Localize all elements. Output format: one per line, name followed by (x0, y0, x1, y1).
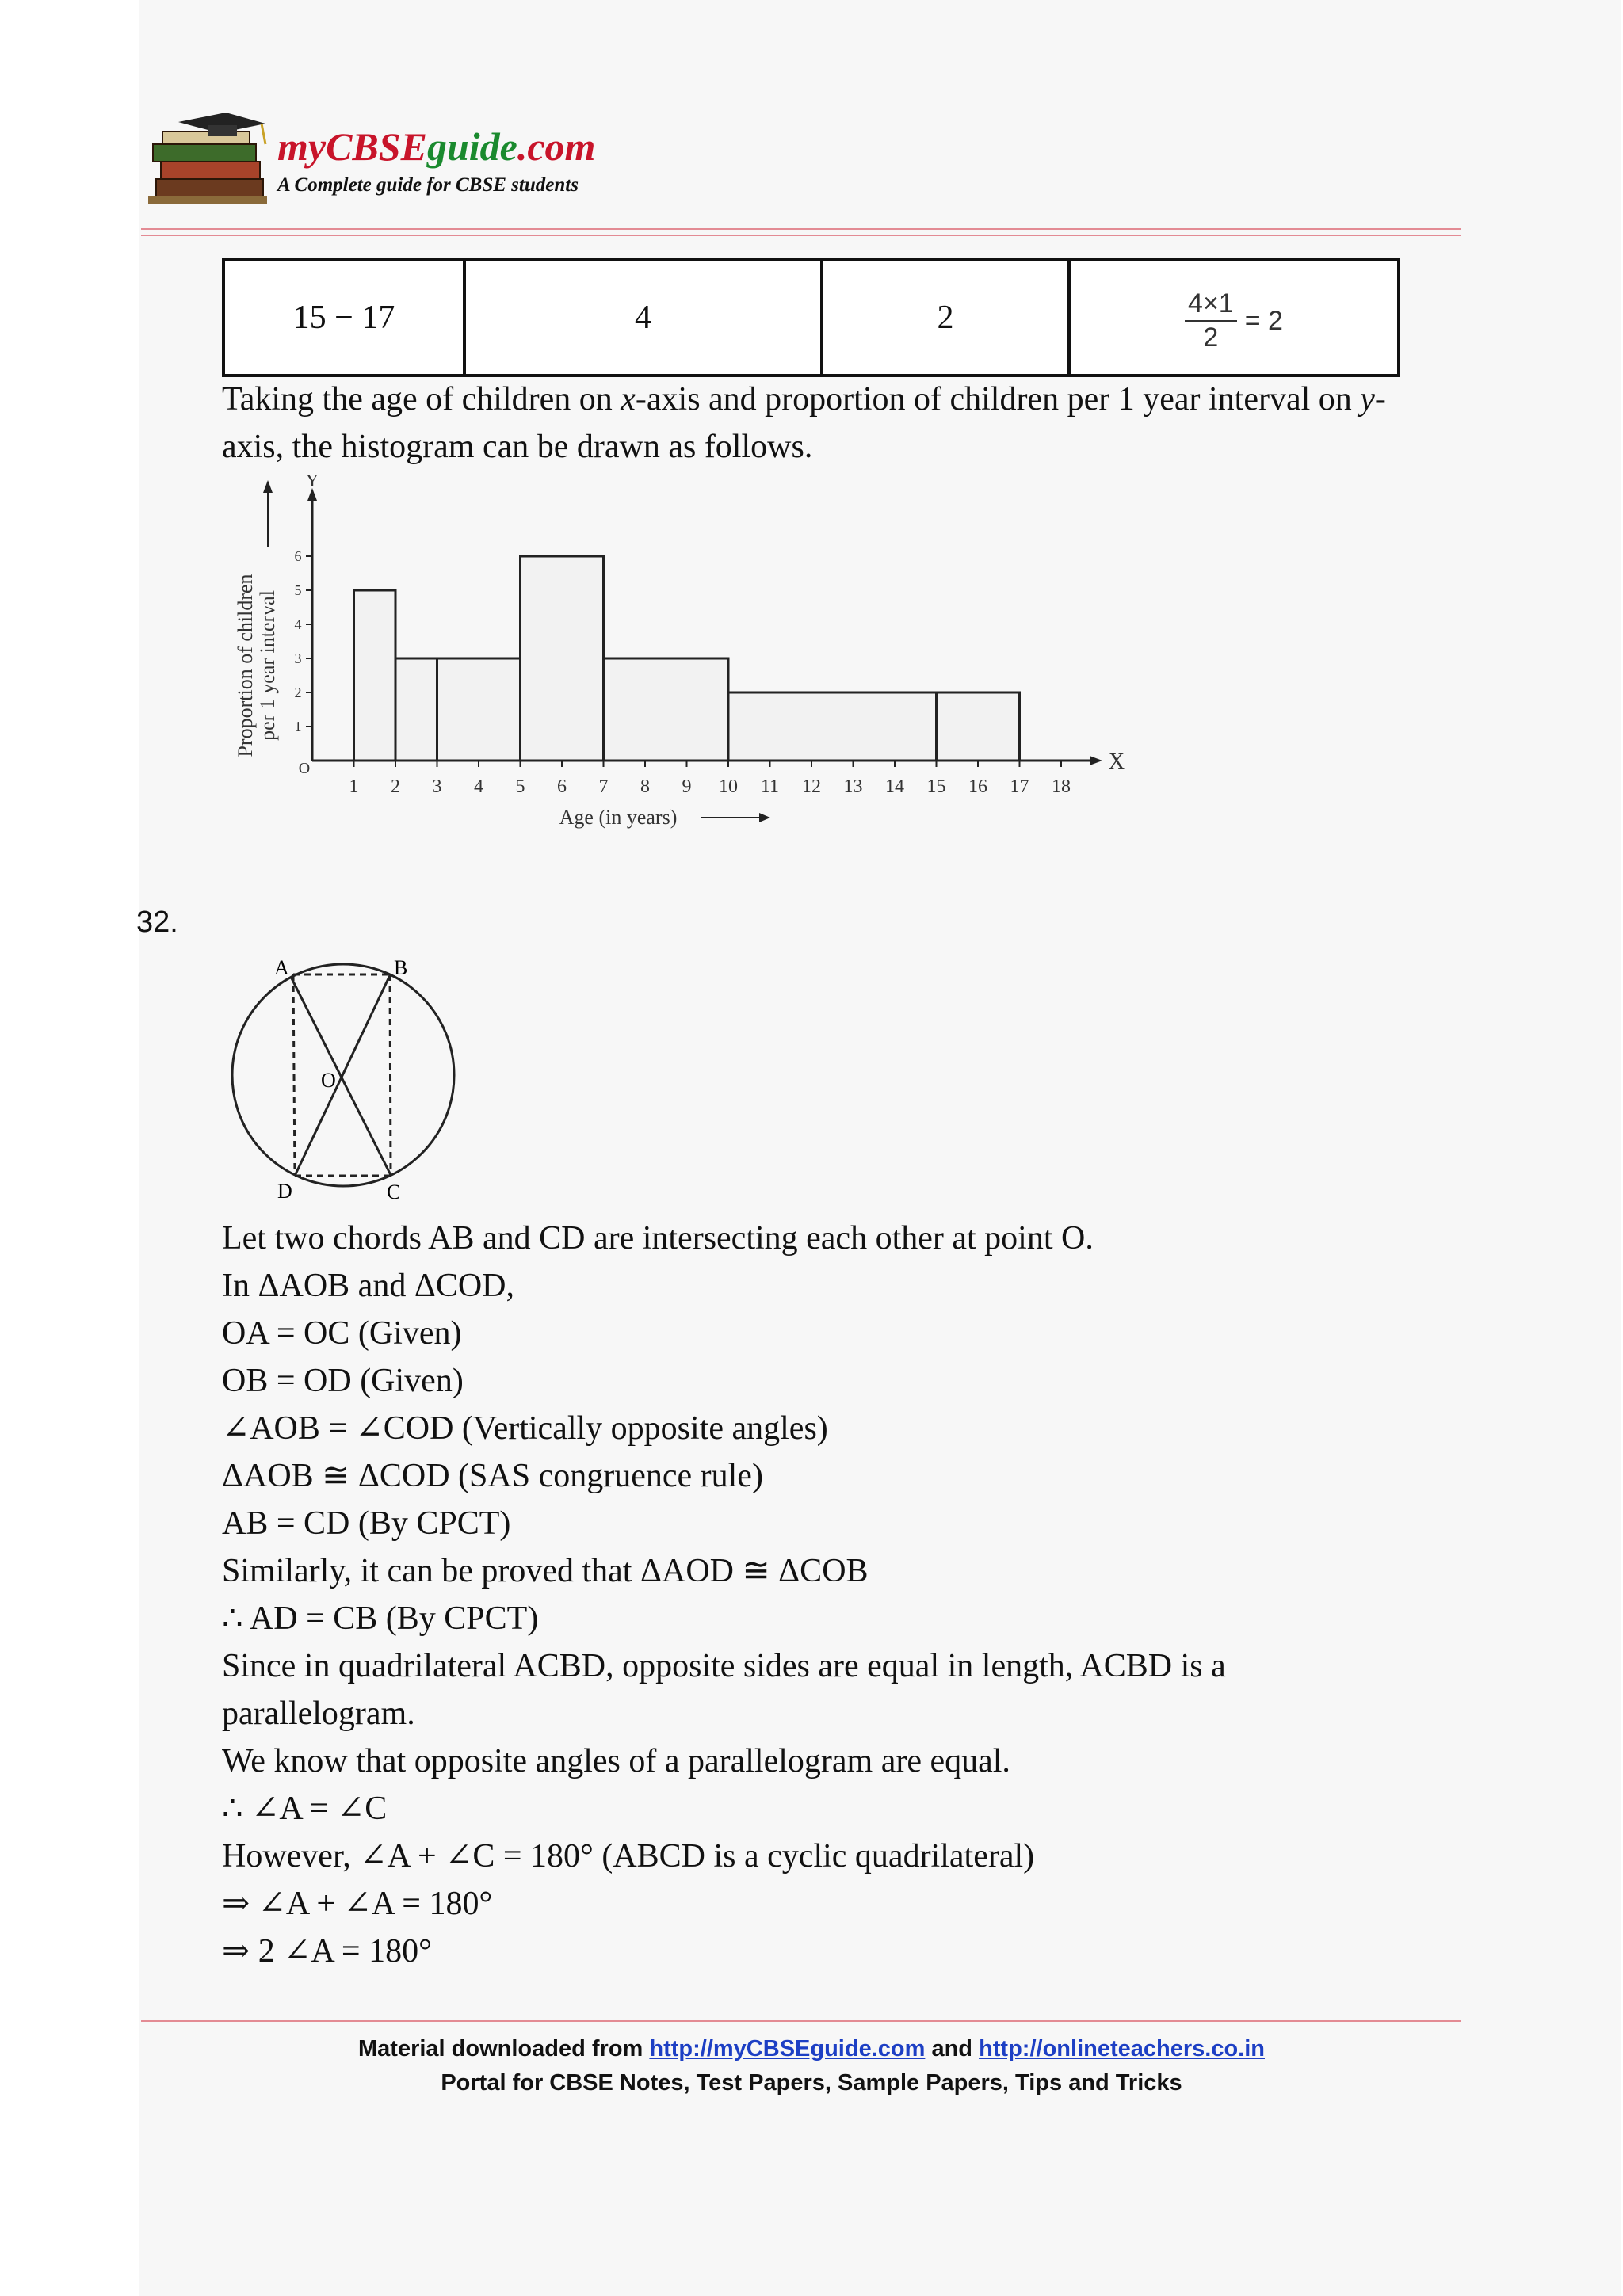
histogram-chart (222, 475, 1133, 840)
histogram-bar (604, 658, 729, 761)
y-axis-label-line1: Proportion of children (234, 574, 257, 757)
x-axis-label: Age (in years) (559, 806, 678, 829)
x-tick-label: 18 (1052, 776, 1071, 797)
solution-text (222, 1215, 1226, 1975)
y-label-arrow-head (263, 480, 273, 493)
solution-line: However, ∠A + ∠C = 180° (ABCD is a cyclic quadrilateral) (222, 1838, 1035, 1875)
logo-tagline: A Complete guide for CBSE students (277, 174, 579, 196)
solution-line: OB = OD (Given) (222, 1363, 464, 1399)
label-d: D (277, 1180, 292, 1203)
x-label-arrow-head (759, 813, 770, 822)
fraction-expression (1185, 289, 1283, 353)
footer-rule (141, 2020, 1461, 2022)
histogram-bar (521, 556, 604, 761)
table-cell-frequency: 4 (464, 260, 822, 376)
y-tick-label: 3 (294, 650, 302, 666)
y-tick-label: 6 (294, 548, 302, 564)
x-tick-label: 10 (719, 776, 738, 797)
footer-line-1: Material downloaded from http://myCBSEguide.com and http://onlineteachers.co.in (358, 2036, 1265, 2061)
solution-line: AB = CD (By CPCT) (222, 1505, 511, 1542)
solution-line: ⇒ 2 ∠A = 180° (222, 1933, 432, 1970)
y-tick-label: 5 (294, 582, 302, 598)
solution-line: Let two chords AB and CD are intersecting each other at point O. (222, 1220, 1094, 1257)
solution-line: ∠AOB = ∠COD (Vertically opposite angles) (222, 1410, 828, 1447)
x-tick-label: 9 (682, 776, 692, 797)
segment-ad (293, 974, 295, 1176)
y-axis-letter: Y (305, 475, 319, 491)
x-tick-label: 5 (515, 776, 525, 797)
header-rule (141, 228, 1461, 230)
logo-title: myCBSEguide.com (277, 124, 596, 169)
y-tick-label: 4 (294, 616, 302, 632)
table-cell-proportion (1069, 260, 1399, 376)
fraction-denominator: 2 (1203, 322, 1219, 353)
y-tick-label: 2 (294, 685, 302, 700)
histogram-bar (437, 658, 521, 761)
solution-line: OA = OC (Given) (222, 1315, 462, 1352)
x-tick-label: 16 (968, 776, 987, 797)
site-logo[interactable] (147, 109, 606, 216)
solution-line: ∴ AD = CB (By CPCT) (222, 1600, 539, 1637)
y-tick-label: 1 (294, 719, 302, 734)
label-o: O (321, 1069, 336, 1092)
label-c: C (387, 1180, 401, 1203)
x-tick-label: 8 (640, 776, 650, 797)
x-tick-label: 13 (843, 776, 863, 797)
footer-link-onlineteachers[interactable]: http://onlineteachers.co.in (979, 2036, 1265, 2061)
x-axis-arrow (1090, 756, 1102, 765)
solution-line: In ΔAOB and ΔCOD, (222, 1268, 514, 1304)
y-axis-label-line2: per 1 year interval (256, 590, 279, 741)
footer-link-mycbseguide[interactable]: http://myCBSEguide.com (649, 2036, 926, 2061)
x-tick-label: 15 (926, 776, 946, 797)
label-a: A (274, 956, 289, 979)
books-logo-icon (147, 109, 277, 216)
footer-line-2: Portal for CBSE Notes, Test Papers, Sample Papers, Tips and Tricks (441, 2070, 1182, 2096)
x-tick-label: 11 (760, 776, 780, 797)
table-row (223, 260, 1399, 376)
x-tick-label: 1 (349, 776, 359, 797)
solution-line: ⇒ ∠A + ∠A = 180° (222, 1886, 493, 1922)
solution-line: parallelogram. (222, 1695, 415, 1732)
x-tick-label: 12 (802, 776, 821, 797)
solution-line: Similarly, it can be proved that ΔAOD ≅ ΔCOB (222, 1553, 869, 1589)
table-cell-width: 2 (822, 260, 1069, 376)
circle-chords-figure (222, 951, 475, 1204)
label-b: B (394, 956, 408, 979)
solution-line: ΔAOB ≅ ΔCOD (SAS congruence rule) (222, 1458, 763, 1494)
solution-line: We know that opposite angles of a parallelogram are equal. (222, 1743, 1010, 1779)
origin-label: O (298, 760, 311, 777)
x-tick-label: 6 (557, 776, 567, 797)
histogram-bar (354, 590, 396, 761)
x-tick-label: 3 (432, 776, 442, 797)
table-cell-class-interval: 15 − 17 (223, 260, 464, 376)
solution-line: Since in quadrilateral ACBD, opposite sides are equal in length, ACBD is a (222, 1648, 1226, 1684)
intro-line-1: Taking the age of children on x-axis and proportion of children per 1 year interval on y- (222, 381, 1386, 418)
fraction-numerator: 4×1 (1185, 289, 1237, 322)
header-rule-2 (141, 235, 1461, 236)
fraction-result: = 2 (1244, 305, 1283, 336)
solution-line: ∴ ∠A = ∠C (222, 1791, 388, 1827)
x-tick-label: 14 (885, 776, 904, 797)
x-tick-label: 7 (598, 776, 609, 797)
x-tick-label: 17 (1010, 776, 1029, 797)
segment-bc (390, 974, 391, 1176)
frequency-table-fragment (222, 258, 1400, 377)
x-tick-label: 4 (474, 776, 483, 797)
histogram-bar (937, 692, 1020, 761)
histogram-bar (728, 692, 937, 761)
intro-line-2: axis, the histogram can be drawn as follows. (222, 429, 813, 465)
histogram-bar (395, 658, 437, 761)
question-number: 32. (136, 906, 178, 939)
x-axis-letter: X (1108, 749, 1125, 774)
x-tick-label: 2 (391, 776, 400, 797)
